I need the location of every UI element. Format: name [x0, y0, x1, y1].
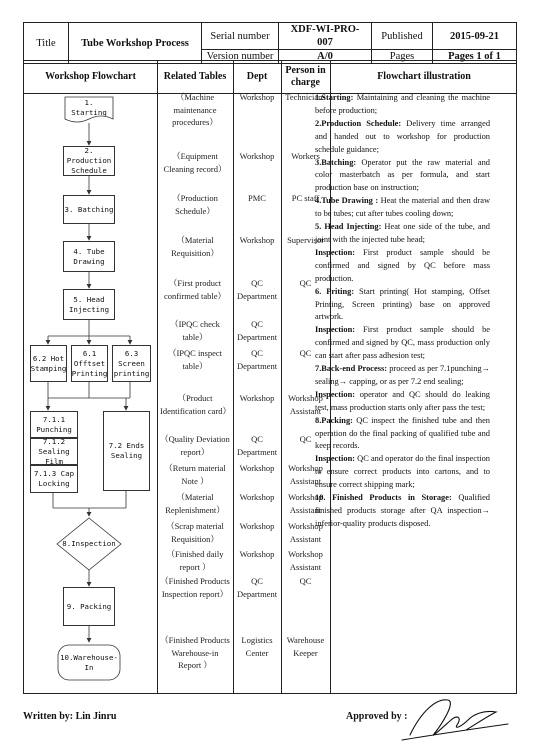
approved-by: Approved by :: [346, 711, 408, 722]
published-label: Published: [372, 23, 433, 50]
step-punching: 7.1.1 Punching: [30, 411, 78, 438]
serial-number: XDF-WI-PRO-007: [279, 23, 372, 50]
step-production-schedule: 2. Production Schedule: [63, 146, 115, 176]
row-6-dept: QC Department: [236, 319, 278, 342]
row-9-related-table: （Quality Deviation report）: [160, 434, 230, 457]
illustration-item-text: QC inspect the finished tube and then operation do the final packing of qualified tube and keep records.: [315, 415, 490, 451]
published-date: 2015-09-21: [433, 23, 517, 50]
step-ends-sealing: 7.2 Ends Sealing: [103, 411, 150, 491]
row-11-related-table: （Material Replenishment）: [165, 492, 225, 515]
step-inspection: 8.Inspection: [62, 539, 116, 548]
row-4-dept: Workshop: [239, 235, 275, 245]
row-3-related-table: （Production Schedule）: [172, 193, 218, 216]
step-tube-drawing: 4. Tube Drawing: [63, 241, 115, 272]
written-by: Written by: Lin Jinru: [23, 711, 117, 722]
row-1-related-table: （Machine maintenance procedures）: [172, 92, 218, 127]
pages-count: Pages 1 of 1: [433, 50, 517, 64]
row-9-person: QC: [299, 434, 312, 444]
row-5-dept: QC Department: [236, 278, 278, 301]
row-5-person: QC: [299, 278, 312, 288]
illustration-item-text: Operator put the raw material and color masterbatch as per formula, and start production base on instruction;: [315, 157, 490, 193]
row-2-related-table: （Equipment Cleaning record）: [163, 151, 227, 174]
step-offset-printing: 6.1 Offtset Printing: [71, 345, 108, 382]
illustration-item-text: Qualified finished products storage after QA inspection→ inferior-quality products disposed.: [315, 493, 490, 528]
step-batching: 3. Batching: [63, 195, 115, 224]
illustration-item-heading: 6. Priting:: [315, 286, 355, 296]
row-8-person: Workshop Assistant: [288, 393, 323, 416]
row-2-person: Workers: [291, 151, 320, 161]
row-15-related-table: （Finished Products Warehouse-in Report ）: [160, 635, 230, 670]
row-7-dept: QC Department: [236, 348, 278, 371]
row-3-person: PC staff: [291, 193, 320, 203]
illustration-item-text: First product sample should be confirmed and signed by QC, mass production only can start after pass adhesion test;: [315, 325, 490, 361]
signature: [396, 690, 516, 745]
row-11-person: Workshop Assistant: [288, 492, 323, 515]
illustration-item-heading: 10. Finished Products in Storage:: [315, 493, 452, 503]
row-14-person: QC: [299, 576, 312, 586]
row-2-dept: Workshop: [239, 151, 275, 161]
row-10-related-table: （Return material Note ）: [164, 463, 226, 486]
col-dept: Dept: [246, 71, 268, 82]
step-cap-locking: 7.1.3 Cap Locking: [30, 465, 78, 493]
illustration-item-heading: 2.Production Schedule:: [315, 118, 402, 128]
illustration-item-text: operator and QC should do leaking test, mass production starts only after pass the test;: [315, 389, 490, 412]
step-warehouse-in: 10.Warehouse-In: [60, 652, 118, 672]
version-number: A/0: [279, 50, 372, 64]
version-label: Version number: [202, 50, 279, 64]
step-hot-stamping: 6.2 Hot Stamping: [30, 345, 67, 382]
illustration-item-heading: 5. Head Injecting:: [315, 222, 382, 232]
row-4-person: Supervisor: [287, 235, 324, 245]
illustration-item-text: Heat the material and then draw to be tubes; cut after tubes cooling down;: [315, 196, 490, 219]
illustration-item-text: Heat one side of the tube, and joint with the injected tube head;: [315, 222, 490, 244]
row-1-person: Technicians: [285, 92, 326, 102]
illustration-item-text: Start printing( Hot stamping, Offset Printing, Screen printing) base on approved artwork.: [315, 286, 490, 322]
illustration-item-heading: Inspection:: [315, 247, 356, 257]
row-4-related-table: （Material Requisition）: [171, 235, 219, 258]
row-7-related-table: （IPQC inspect table）: [167, 348, 223, 371]
illustration-item-heading: 1.Starting:: [315, 93, 354, 102]
illustration-item-text: Maintaining and cleaning the machine before production;: [315, 93, 490, 115]
step-starting: 1. Starting: [71, 98, 107, 117]
row-14-dept: QC Department: [236, 576, 278, 599]
illustration-item-text: First product sample should be confirmed and signed by QC before mass production.: [315, 247, 490, 283]
step-packing: 9. Packing: [63, 587, 115, 626]
illustration-item-text: proceed as per 7.1punching→ sealing→ capping, or as per 7.2 end sealing;: [315, 364, 490, 386]
row-15-dept: Logistics Center: [241, 635, 273, 658]
row-13-dept: Workshop: [239, 549, 275, 559]
row-7-person: QC: [299, 348, 312, 358]
col-illustration: Flowchart illustration: [377, 71, 471, 82]
col-person: Person in charge: [285, 65, 326, 88]
row-12-related-table: （Scrap material Requisition）: [166, 521, 224, 544]
row-14-related-table: （Finished Products Inspection report）: [160, 576, 230, 599]
illustration-item-heading: Inspection:: [315, 454, 356, 464]
row-15-person: Warehouse Keeper: [286, 635, 325, 658]
row-13-person: Workshop Assistant: [288, 549, 323, 572]
illustration-item-heading: 4.Tube Drawing :: [315, 196, 379, 206]
step-head-injecting: 5. Head Injecting: [63, 289, 115, 320]
pages-label: Pages: [372, 50, 433, 64]
row-10-person: Workshop Assistant: [288, 463, 323, 486]
row-12-dept: Workshop: [239, 521, 275, 531]
illustration-item-text: Delivery time arranged and handed out to workshop for production schedule guidance;: [315, 118, 491, 154]
illustration-item-heading: Inspection:: [315, 389, 356, 399]
row-1-dept: Workshop: [239, 92, 275, 102]
document-title: Tube Workshop Process: [69, 23, 202, 64]
illustration-item-heading: 8.Packing:: [315, 415, 353, 425]
row-8-related-table: （Product Identification card）: [160, 393, 232, 416]
row-12-person: Workshop Assistant: [288, 521, 323, 544]
step-sealing-film: 7.1.2 Sealing Film: [30, 438, 78, 465]
row-13-related-table: （Finished daily report ）: [166, 549, 224, 572]
row-5-related-table: （First product confirmed table）: [163, 278, 227, 301]
col-flowchart: Workshop Flowchart: [45, 71, 136, 82]
row-9-dept: QC Department: [236, 434, 278, 457]
title-label: Title: [24, 23, 69, 64]
illustration-item-heading: 7.Back-end Process:: [315, 364, 388, 374]
row-10-dept: Workshop: [239, 463, 275, 473]
row-3-dept: PMC: [248, 193, 266, 203]
illustration-item-heading: Inspection:: [315, 325, 356, 335]
illustration-item-heading: 3.Batching:: [315, 157, 357, 167]
row-8-dept: Workshop: [239, 393, 275, 403]
row-6-related-table: （IPQC check table）: [170, 319, 220, 342]
col-related-tables: Related Tables: [163, 71, 227, 82]
serial-label: Serial number: [202, 23, 279, 50]
step-screen-printing: 6.3 Screen printing: [112, 345, 151, 382]
illustration-item-text: QC and operator do the final inspection to ensure correct products into cartons, and to ensure correct shipping mark;: [315, 454, 490, 490]
row-11-dept: Workshop: [239, 492, 275, 502]
